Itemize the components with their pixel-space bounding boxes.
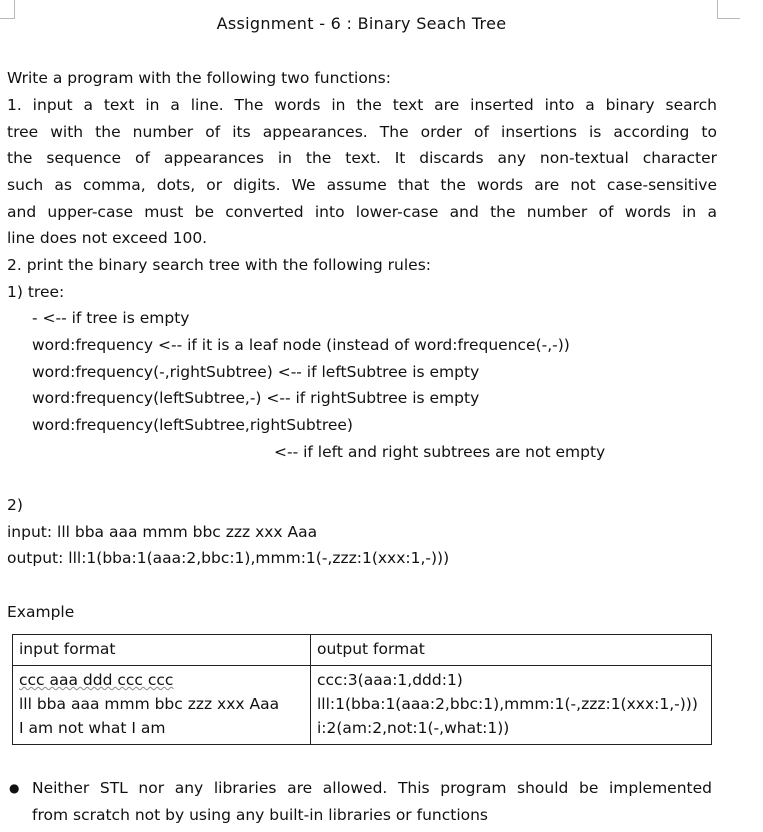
constraint-note-line: from scratch not by using any built-in libraries or functions — [32, 806, 489, 824]
rules-heading: 1) tree: — [7, 283, 65, 301]
rule-both-subtrees-note: <-- if left and right subtrees are not empty — [274, 443, 606, 461]
output-example-1: ccc:3(aaa:1,ddd:1) — [317, 671, 463, 689]
bullet-icon: ● — [9, 781, 20, 795]
input-example-1: ccc aaa ddd ccc ccc — [19, 671, 174, 689]
input-column-cell — [13, 666, 311, 745]
input-example-2: lll bba aaa mmm bbc zzz xxx Aaa — [19, 695, 280, 713]
rule-right-empty: word:frequency(leftSubtree,-) <-- if rightSubtree is empty — [32, 389, 480, 407]
constraint-note-line: Neither STL nor any libraries are allowed. This program should be implemented — [32, 779, 712, 797]
rule-leaf-node: word:frequency <-- if it is a leaf node (instead of word:frequence(-,-)) — [32, 336, 570, 354]
intro-text: Write a program with the following two functions: — [7, 69, 391, 87]
example-table — [12, 634, 712, 745]
document-title: Assignment - 6 : Binary Seach Tree — [216, 14, 507, 33]
example-heading: Example — [7, 603, 75, 621]
output-column-cell — [311, 666, 712, 745]
function-1-line: such as comma, dots, or digits. We assume that the words are not case-sensitive — [7, 176, 717, 194]
rule-both-subtrees: word:frequency(leftSubtree,rightSubtree) — [32, 416, 353, 434]
sample-output: output: lll:1(bba:1(aaa:2,bbc:1),mmm:1(-,zzz:1(xxx:1,-))) — [7, 549, 450, 567]
sample-heading: 2) — [7, 496, 23, 514]
input-example-3: I am not what I am — [19, 719, 166, 737]
function-1-line: line does not exceed 100. — [7, 229, 208, 247]
function-1-line: tree with the number of its appearances. The order of insertions is according to — [7, 123, 717, 141]
function-1-line: and upper-case must be converted into lower-case and the number of words in a — [7, 203, 717, 221]
output-example-3: i:2(am:2,not:1(-,what:1)) — [317, 719, 510, 737]
rule-empty-tree: - <-- if tree is empty — [32, 309, 190, 327]
sample-input: input: lll bba aaa mmm bbc zzz xxx Aaa — [7, 523, 318, 541]
function-2-text: 2. print the binary search tree with the following rules: — [7, 256, 432, 274]
function-1-line: 1. input a text in a line. The words in the text are inserted into a binary search — [7, 96, 717, 114]
table-header-input: input format — [13, 635, 311, 666]
table-header-output: output format — [311, 635, 712, 666]
output-example-2: lll:1(bba:1(aaa:2,bbc:1),mmm:1(-,zzz:1(xxx:1,-))) — [317, 695, 698, 713]
function-1-line: the sequence of appearances in the text. It discards any non-textual character — [7, 149, 717, 167]
table-header-row — [13, 635, 712, 666]
rule-left-empty: word:frequency(-,rightSubtree) <-- if leftSubtree is empty — [32, 363, 480, 381]
table-row — [13, 666, 712, 745]
